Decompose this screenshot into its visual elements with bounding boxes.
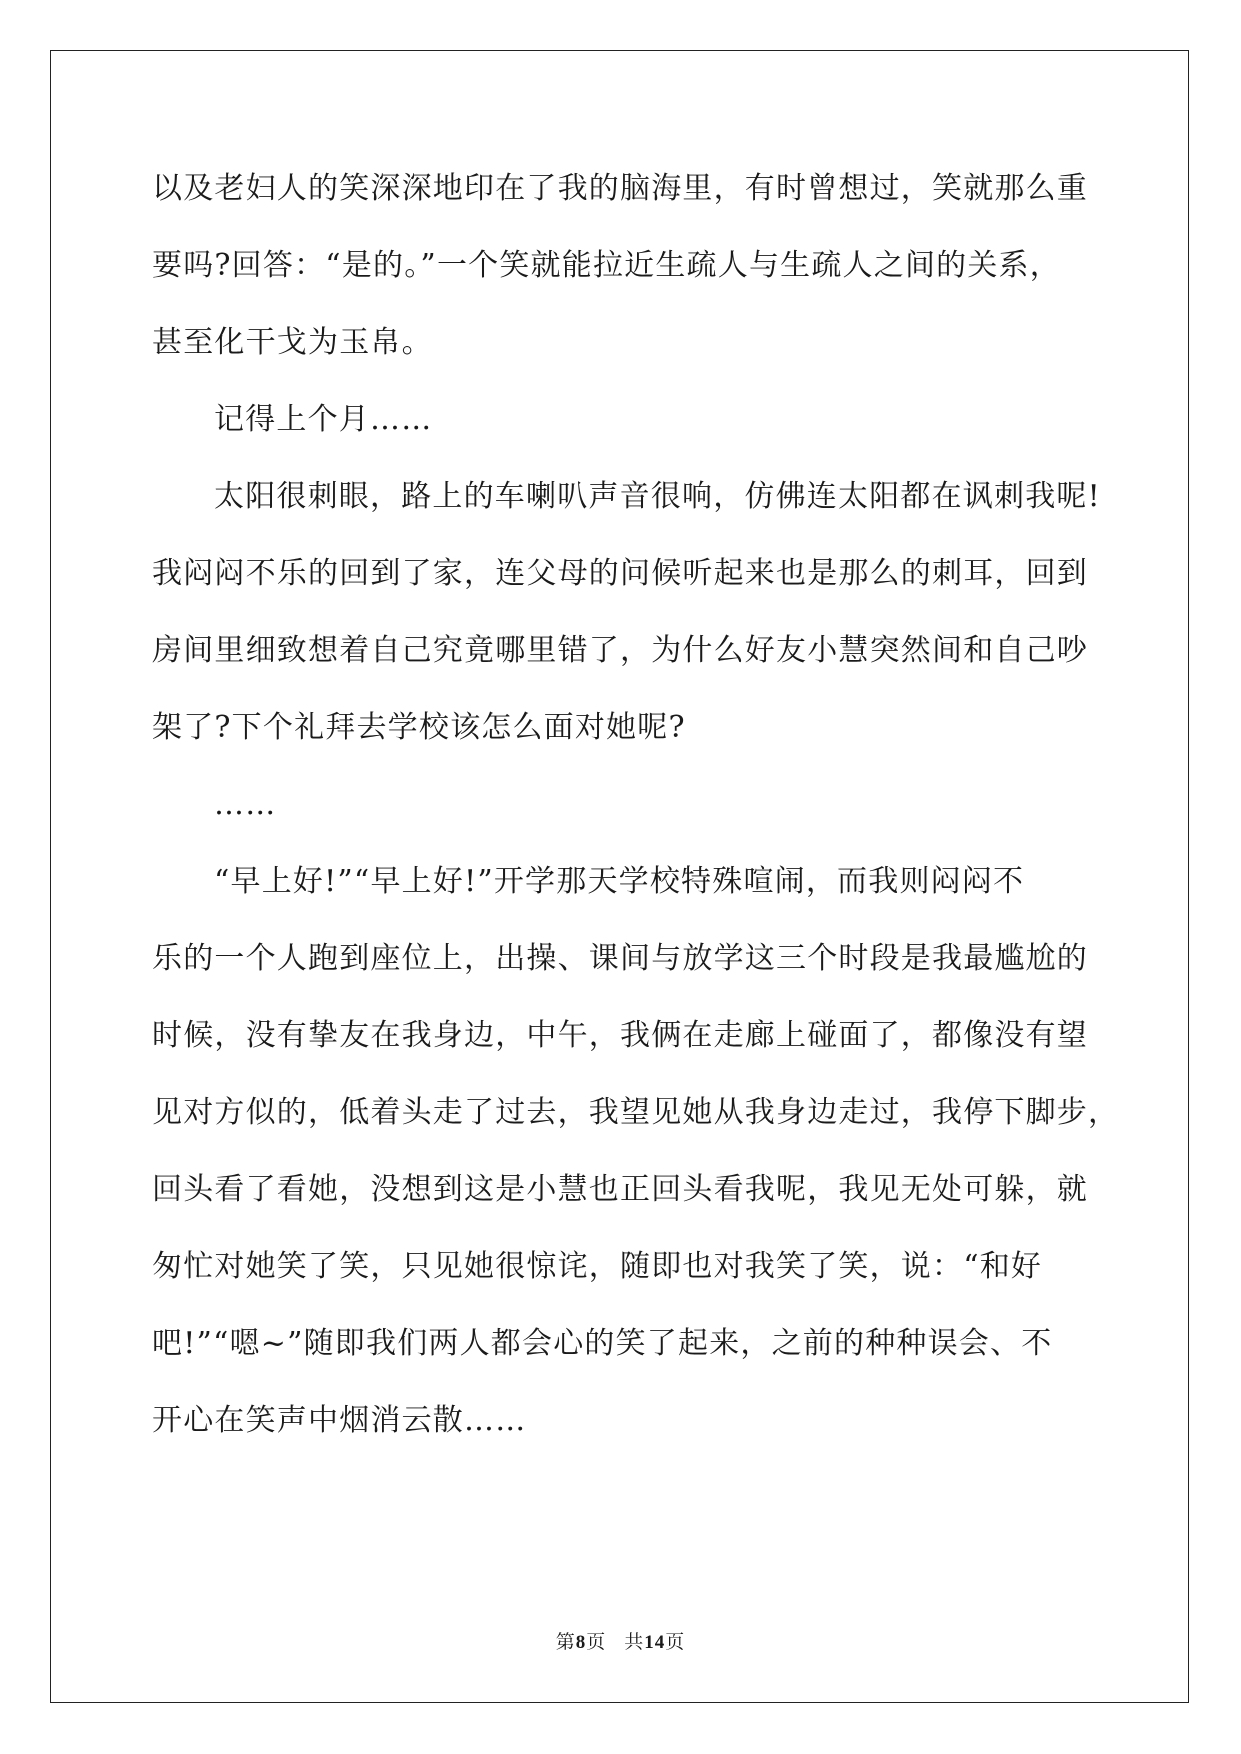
text-line: 时候，没有挚友在我身边，中午，我俩在走廊上碰面了，都像没有望 bbox=[152, 1018, 1088, 1053]
text-line: 以及老妇人的笑深深地印在了我的脑海里，有时曾想过，笑就那么重 bbox=[152, 171, 1088, 206]
text-line: …… bbox=[214, 787, 277, 822]
text-line: 我闷闷不乐的回到了家，连父母的问候听起来也是那么的刺耳，回到 bbox=[152, 556, 1088, 591]
page-suffix: 页 bbox=[586, 1632, 607, 1653]
text-line: 架了?下个礼拜去学校该怎么面对她呢? bbox=[152, 710, 686, 745]
page-footer bbox=[0, 1627, 1241, 1654]
text-line: 见对方似的，低着头走了过去，我望见她从我身边走过，我停下脚步， bbox=[152, 1095, 1120, 1130]
text-line: 乐的一个人跑到座位上，出操、课间与放学这三个时段是我最尴尬的 bbox=[152, 941, 1088, 976]
text-line: 吧!”“嗯~”随即我们两人都会心的笑了起来，之前的种种误会、不 bbox=[152, 1326, 1053, 1361]
page-prefix: 第 bbox=[555, 1632, 576, 1653]
text-line: 记得上个月…… bbox=[214, 402, 433, 437]
text-line: 回头看了看她，没想到这是小慧也正回头看我呢，我见无处可躲，就 bbox=[152, 1172, 1088, 1207]
text-line: “早上好!”“早上好!”开学那天学校特殊喧闹，而我则闷闷不 bbox=[214, 864, 1025, 899]
document-body bbox=[152, 162, 1120, 1471]
text-line: 房间里细致想着自己究竟哪里错了，为什么好友小慧突然间和自己吵 bbox=[152, 633, 1088, 668]
total-suffix: 页 bbox=[665, 1632, 686, 1653]
total-pages: 14 bbox=[644, 1632, 666, 1653]
text-line: 甚至化干戈为玉帛。 bbox=[152, 325, 433, 360]
text-line: 匆忙对她笑了笑，只见她很惊诧，随即也对我笑了笑，说：“和好 bbox=[152, 1249, 1043, 1284]
total-prefix: 共 bbox=[624, 1632, 645, 1653]
text-line: 要吗?回答：“是的。”一个笑就能拉近生疏人与生疏人之间的关系， bbox=[152, 248, 1061, 283]
text-line: 太阳很刺眼，路上的车喇叭声音很响，仿佛连太阳都在讽刺我呢! bbox=[214, 479, 1101, 514]
text-line: 开心在笑声中烟消云散…… bbox=[152, 1403, 527, 1438]
page-number: 8 bbox=[575, 1632, 587, 1653]
